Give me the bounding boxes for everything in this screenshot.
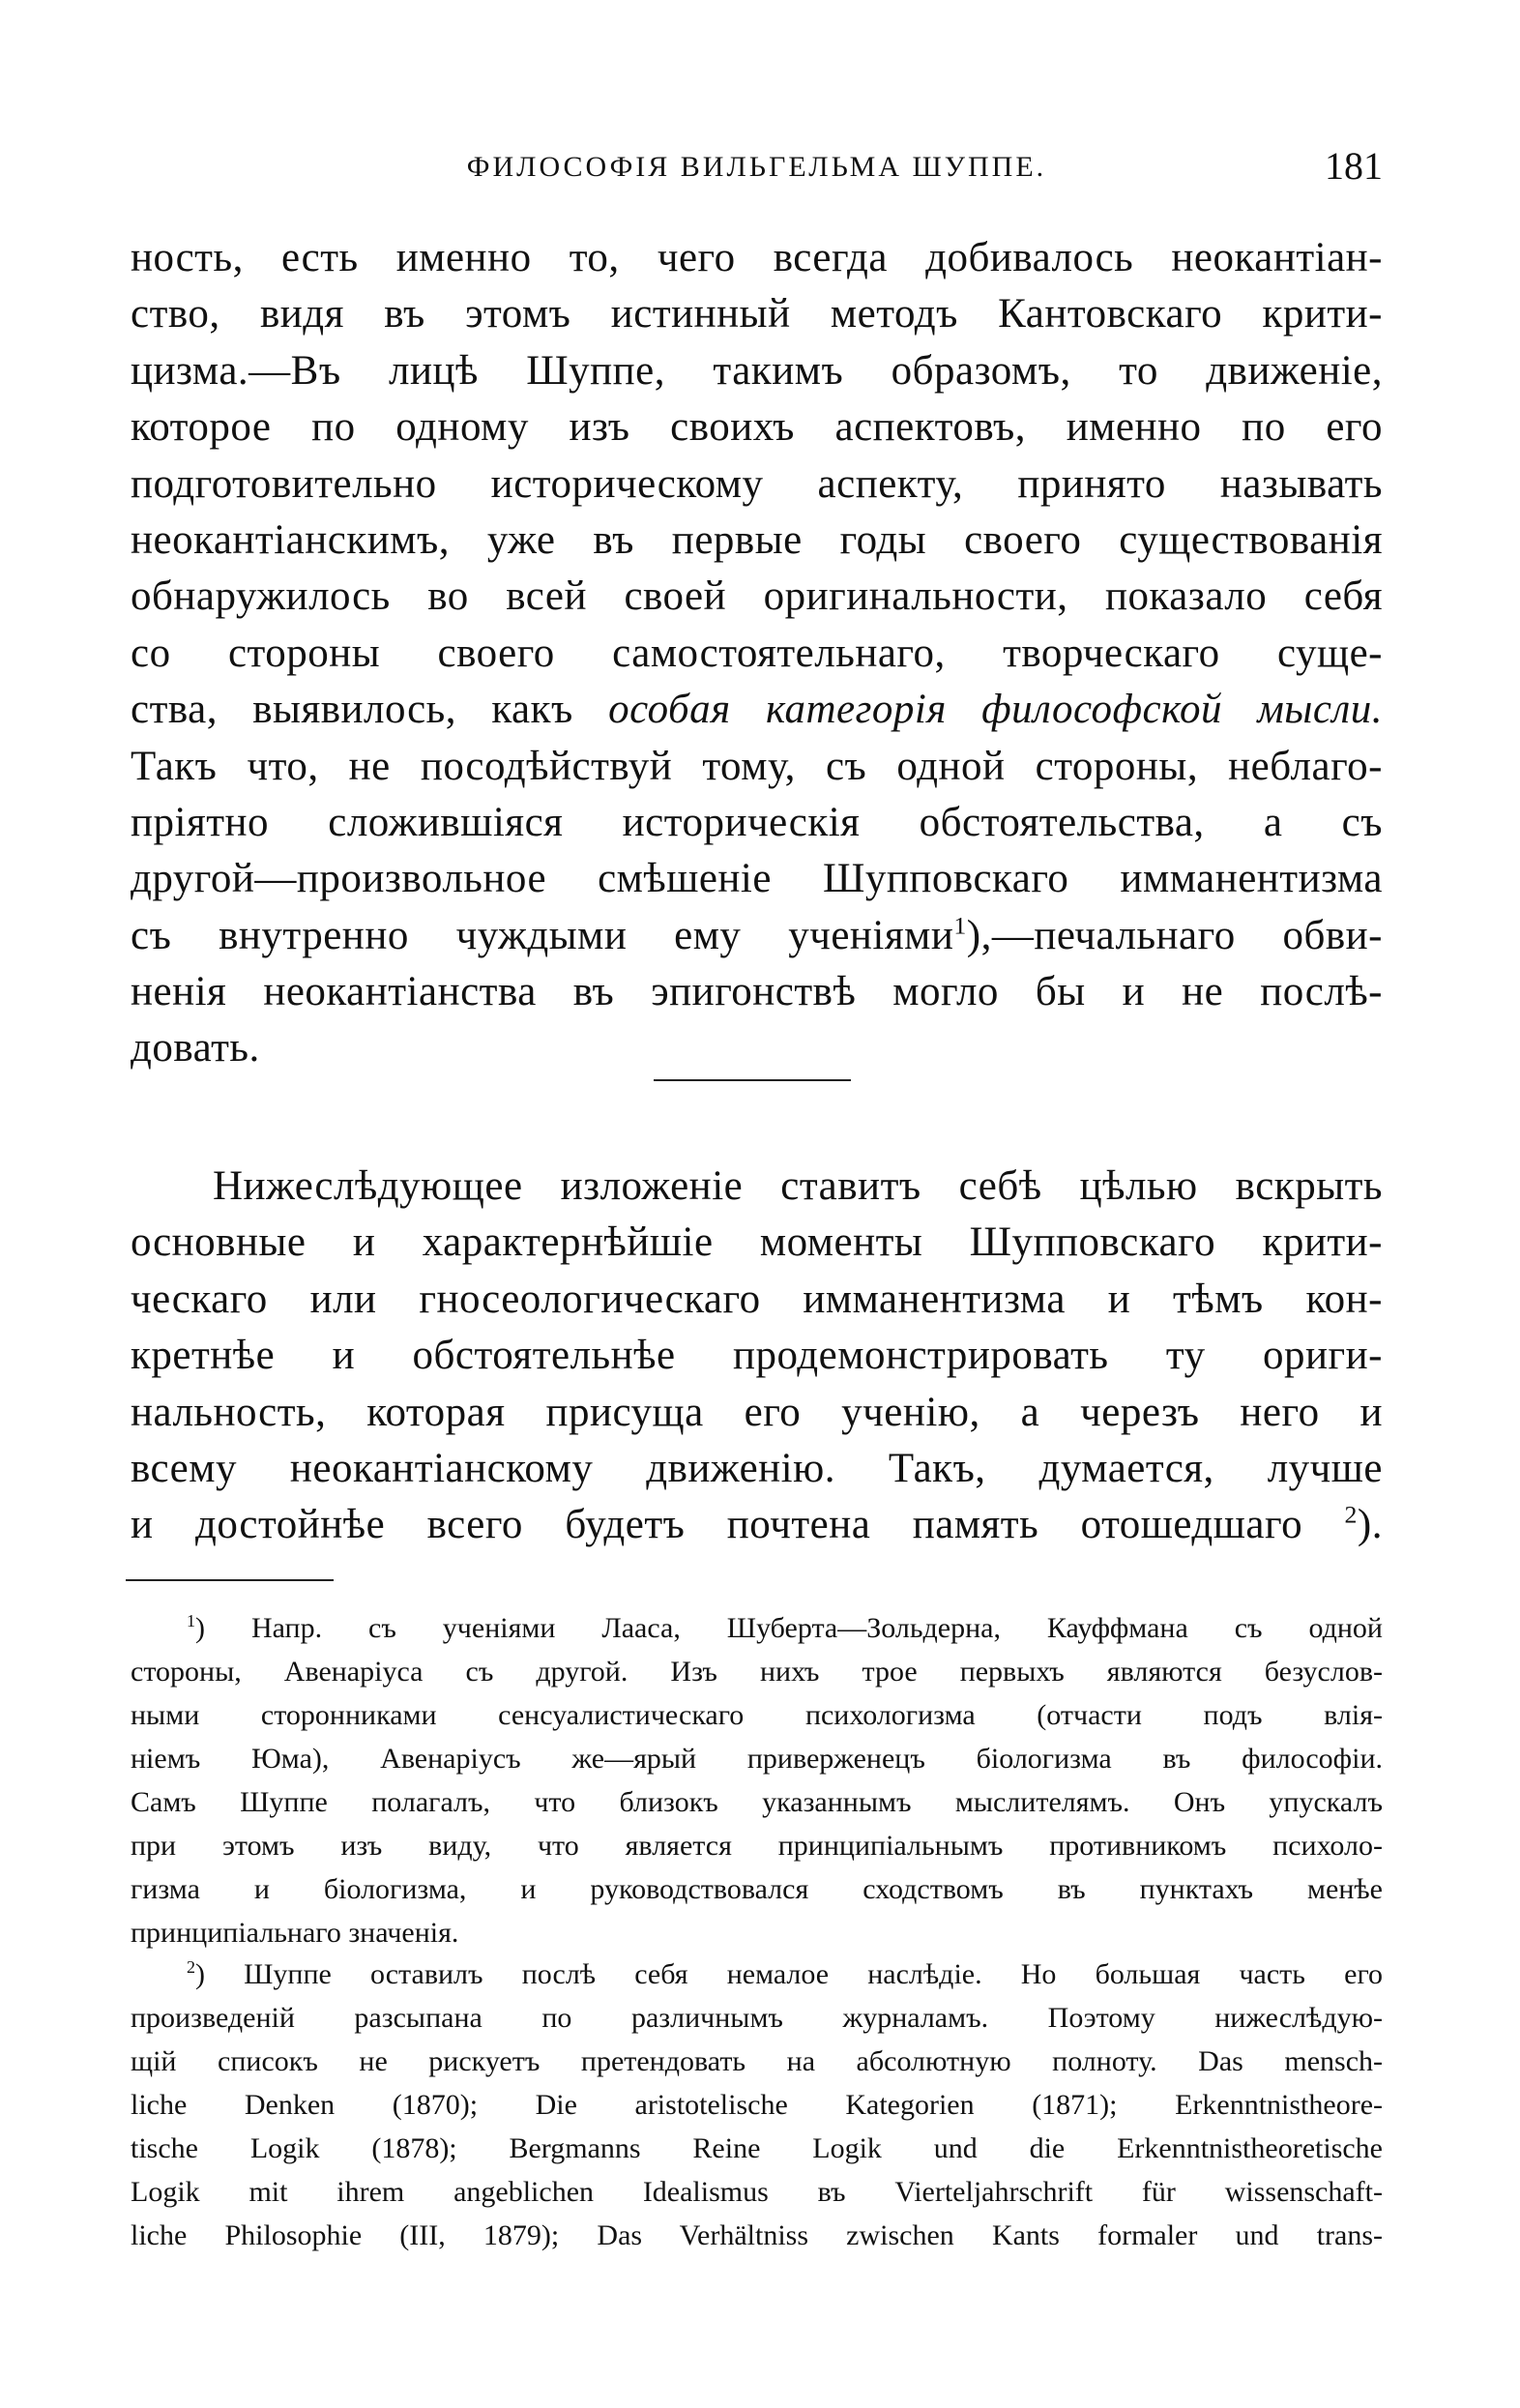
text-line: ненія неокантіанства въ эпигонствѣ могло бы и не послѣ-	[131, 969, 1383, 1015]
text-line: Такъ что, не посодѣйствуй тому, съ одной стороны, неблаго-	[131, 743, 1383, 789]
text-line: цизма.—Въ лицѣ Шуппе, такимъ образомъ, то движеніе,	[131, 347, 1383, 394]
text-line: нальность, которая присуща его ученію, а черезъ него и	[131, 1389, 1383, 1435]
text-segment: ) Шуппе оставилъ послѣ себя немалое наслѣдіе. Но большая часть его	[195, 1958, 1383, 1990]
text-line	[131, 1953, 1383, 1996]
text-line: произведеній разсыпана по различнымъ журналамъ. Поэтому нижеслѣдую-	[131, 2002, 1383, 2034]
text-segment: ).	[1357, 1502, 1383, 1548]
text-line: при этомъ изъ виду, что является принципіальнымъ противникомъ психоло-	[131, 1830, 1383, 1862]
text-line	[131, 908, 1383, 964]
text-line: которое по одному изъ своихъ аспектовъ, именно по его	[131, 404, 1383, 451]
text-line: щій списокъ не рискуетъ претендовать на абсолютную полноту. Das mensch-	[131, 2045, 1383, 2077]
text-line: подготовительно историческому аспекту, принято называть	[131, 460, 1383, 507]
footnote-marker: 2	[1344, 1500, 1358, 1529]
running-head-title: ФИЛОСОФІЯ ВИЛЬГЕЛЬМА ШУППЕ.	[466, 151, 1047, 183]
footnote-2	[131, 1953, 1383, 2257]
text-segment: и достойнѣе всего будетъ почтена память отошедшаго	[131, 1502, 1345, 1548]
text-line: довать.	[131, 1025, 260, 1072]
text-line: всему неокантіанскому движенію. Такъ, думается, лучше	[131, 1445, 1383, 1491]
text-segment: съ внутренно чуждыми ему ученіями	[131, 912, 954, 958]
text-line: ность, есть именно то, чего всегда добивалось неокантіан-	[131, 235, 1383, 280]
running-head	[131, 143, 1383, 191]
italic-text: особая категорія философской мысли.	[608, 687, 1383, 733]
text-line: liche Philosophie (III, 1879); Das Verhältniss zwischen Kants formaler und trans-	[131, 2219, 1383, 2251]
text-line: кретнѣе и обстоятельнѣе продемонстрировать ту ориги-	[131, 1333, 1383, 1379]
section-divider	[654, 1079, 851, 1081]
text-line: другой—произвольное смѣшеніе Шупповскаго имманентизма	[131, 856, 1383, 902]
text-segment: ства, выявилось, какъ	[131, 687, 609, 733]
footnote-marker: 2	[187, 1957, 195, 1978]
text-line: обнаружилось во всей своей оригинальности, показало себя	[131, 573, 1383, 620]
text-line: ными сторонниками сенсуалистическаго психологизма (отчасти подъ влія-	[131, 1699, 1383, 1731]
page-number: 181	[1325, 144, 1383, 188]
text-segment: ) Напр. съ ученіями Лааса, Шуберта—Зольдерна, Кауффмана съ одной	[195, 1612, 1383, 1644]
text-line: Нижеслѣдующее изложеніе ставитъ себѣ цѣлью вскрыть	[213, 1163, 1383, 1209]
text-line	[131, 682, 1383, 738]
text-line: основные и характернѣйшіе моменты Шупповскаго крити-	[131, 1219, 1383, 1266]
text-line: Самъ Шуппе полагалъ, что близокъ указаннымъ мыслителямъ. Онъ упускалъ	[131, 1786, 1383, 1818]
text-line	[131, 1606, 1383, 1650]
text-line: со стороны своего самостоятельнаго, творческаго суще-	[131, 630, 1383, 676]
footnote-marker: 1	[953, 911, 967, 940]
text-line: ніемъ Юма), Авенаріусъ же—ярый приверженецъ біологизма въ философіи.	[131, 1743, 1383, 1775]
text-line: стороны, Авенаріуса съ другой. Изъ нихъ трое первыхъ являются безуслов-	[131, 1656, 1383, 1688]
text-line	[131, 1497, 1383, 1553]
text-line: пріятно сложившіяся историческія обстоятельства, а съ	[131, 799, 1383, 845]
text-line: ческаго или гносеологическаго имманентизма и тѣмъ кон-	[131, 1276, 1383, 1322]
footnote-1	[131, 1606, 1383, 1954]
text-line: неокантіанскимъ, уже въ первые годы своего существованія	[131, 516, 1383, 563]
footnote-divider	[126, 1579, 334, 1581]
text-segment: ),—печальнаго обви-	[966, 912, 1383, 958]
paragraph-1	[131, 230, 1383, 1077]
footnote-marker: 1	[187, 1611, 195, 1631]
text-line: принципіальнаго значенія.	[131, 1917, 459, 1949]
text-line: ство, видя въ этомъ истинный методъ Кантовскаго крити-	[131, 291, 1383, 338]
text-line: liche Denken (1870); Die aristotelische Kategorien (1871); Erkenntnistheore-	[131, 2089, 1383, 2121]
paragraph-2	[131, 1159, 1383, 1554]
text-line: tische Logik (1878); Bergmanns Reine Logik und die Erkenntnistheoretische	[131, 2132, 1383, 2164]
text-line: Logik mit ihrem angeblichen Idealismus въ Vierteljahrschrift für wissenschaft-	[131, 2176, 1383, 2208]
text-line: гизма и біологизма, и руководствовался сходствомъ въ пунктахъ менѣе	[131, 1873, 1383, 1905]
